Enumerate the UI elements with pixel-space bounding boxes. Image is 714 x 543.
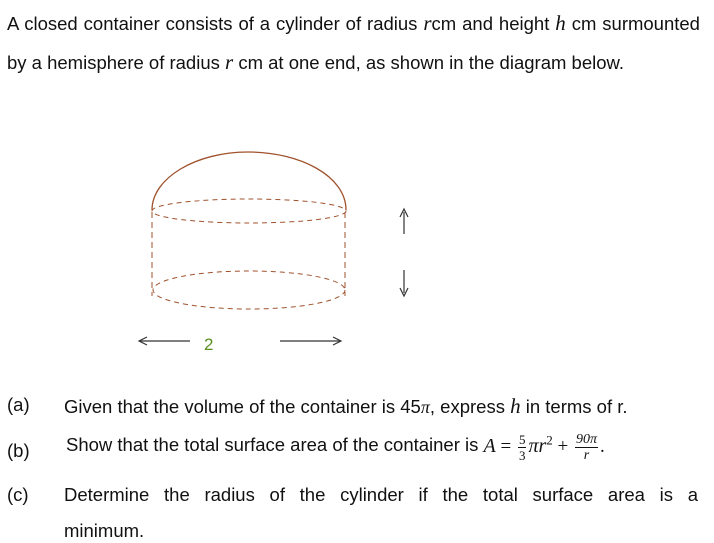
fraction-five-thirds: $\frac{5}{3}$ [518, 432, 526, 463]
problem-intro [7, 4, 700, 82]
part-a-text: Given that the volume of the container is 45π, express h in terms of r. [64, 394, 628, 418]
intro-text-2: cm and height [431, 13, 556, 34]
part-a-label: (a) [7, 394, 30, 415]
part-c-text: Determine the radius of the cylinder if the total surface area is a minimum. [64, 484, 698, 541]
var-h: h [555, 11, 566, 35]
intro-text-1: A closed container consists of a cylinder of radius [7, 13, 424, 34]
surface-area-formula: A = $\frac{5}{3}$ $\pi r^2$ + $\frac{90\pi}{r}$ . [483, 432, 605, 463]
height-arrowhead-down [400, 288, 408, 296]
pi-symbol: π [420, 397, 430, 417]
width-arrowhead-left [139, 337, 147, 345]
hemisphere-outline [152, 152, 346, 210]
part-c-label: (c) [7, 484, 29, 505]
fraction-90pi-over-r: $\frac{90\pi}{r}$ [576, 432, 598, 463]
width-label: 2 [204, 335, 214, 354]
height-arrowhead-up [400, 209, 408, 217]
var-r: r [423, 11, 432, 35]
part-b-label: (b) [7, 440, 30, 461]
var-A: A [483, 434, 496, 457]
part-b-text: Show that the total surface area of the container is A = $\frac{5}{3}$ $\pi r^2$ + $\frac{90\pi}{r}$ . [66, 432, 605, 463]
intro-text-4: cm at one end, as shown in the diagram below. [233, 52, 624, 73]
intro-text-3: cm surmounted by a hemisphere of radius [7, 13, 700, 73]
width-arrowhead-right [333, 337, 341, 345]
var-r-2: r [225, 50, 234, 74]
var-h: h [510, 394, 521, 418]
top-ellipse [152, 199, 346, 223]
pi-r: πr [528, 434, 547, 457]
bottom-ellipse [153, 271, 345, 309]
